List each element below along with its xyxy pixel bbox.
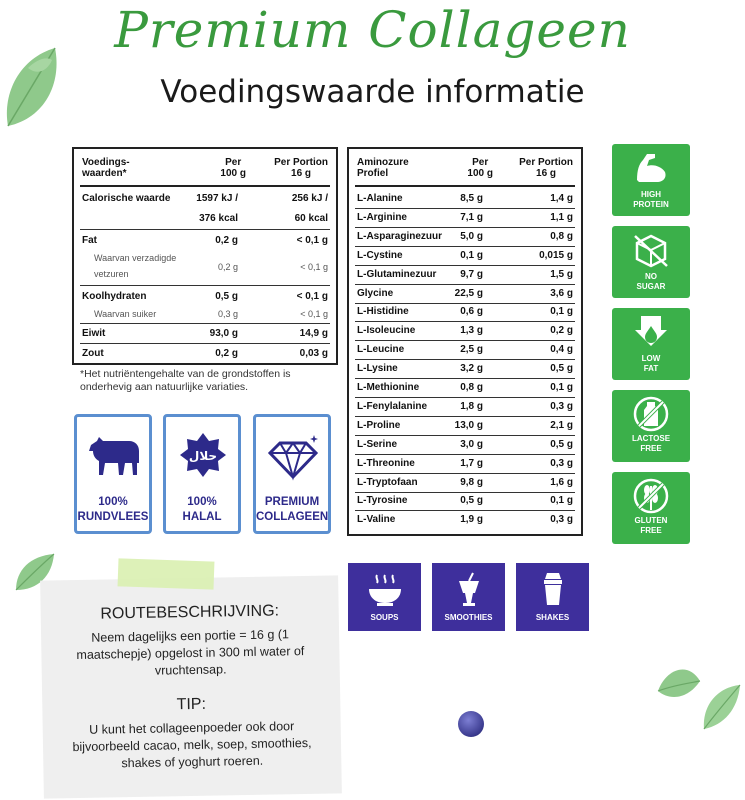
row-portion: 2,1 g (550, 419, 573, 431)
divider (355, 397, 575, 398)
divider (355, 435, 575, 436)
route-note (40, 575, 342, 798)
row-label: L-Lysine (357, 363, 398, 375)
divider (355, 416, 575, 417)
usage-label: SOUPS (370, 613, 399, 622)
row-label: L-Cystine (357, 249, 403, 261)
usage-smoothies (432, 563, 505, 631)
row-label: L-Alanine (357, 193, 403, 204)
row-label: L-Tryptofaan (357, 476, 418, 488)
row-portion: 0,1 g (550, 495, 573, 507)
row-label: L-Fenylalanine (357, 400, 428, 412)
row-label: Waarvan suiker (94, 309, 157, 319)
row-portion: 0,5 g (550, 363, 573, 375)
row-label: Waarvan verzadigde (94, 253, 177, 263)
row-label-2: vetzuren (94, 269, 129, 279)
divider (355, 284, 575, 285)
low-fat-drop-icon (631, 314, 671, 350)
blueberry-icon (458, 711, 484, 737)
no-sugar-cube-icon (631, 232, 671, 268)
row-portion: 60 kcal (294, 213, 328, 224)
row-portion: 0,2 g (550, 325, 573, 337)
soup-bowl-icon (365, 571, 405, 607)
divider (80, 229, 330, 230)
row-per100: 2,5 g (460, 344, 483, 356)
divider (80, 343, 330, 344)
row-per100: 0,5 g (460, 495, 483, 507)
brand-title: Premium Collageen (114, 1, 631, 59)
feature-low-fat (612, 308, 690, 380)
row-label: Glycine (357, 287, 394, 299)
row-label: L-Leucine (357, 344, 405, 356)
amino-header-portion: Per Portion 16 g (519, 157, 573, 179)
row-portion: 0,03 g (299, 348, 328, 359)
divider (355, 265, 575, 266)
divider (355, 227, 575, 228)
row-per100: 0,6 g (460, 306, 483, 318)
badge-label: PREMIUM COLLAGEEN (256, 496, 329, 523)
smoothie-glass-icon (449, 571, 489, 607)
page-subtitle: Voedingswaarde informatie (160, 74, 585, 110)
row-label: L-Serine (357, 438, 398, 450)
row-per100: 0,2 g (215, 235, 238, 246)
row-label: Calorische waarde (82, 193, 171, 204)
row-per100: 93,0 g (209, 328, 238, 339)
gluten-free-wheat-icon (631, 478, 671, 514)
divider (355, 303, 575, 304)
amino-table (347, 147, 583, 536)
amino-header-row (357, 157, 573, 181)
feature-gluten-free (612, 472, 690, 544)
row-per100: 0,5 g (215, 291, 238, 302)
cow-icon (85, 429, 143, 483)
nutrition-header-label: Voedings- waarden* (82, 157, 130, 179)
badge-label: 100% HALAL (182, 496, 222, 523)
divider (355, 454, 575, 455)
divider (80, 285, 330, 286)
row-label: L-Histidine (357, 306, 409, 318)
row-per100: 3,0 g (460, 438, 483, 450)
row-label: Eiwit (82, 328, 106, 339)
divider (355, 321, 575, 322)
divider (355, 208, 575, 209)
divider (80, 185, 330, 187)
badge-beef (74, 414, 152, 534)
feature-lactose-free (612, 390, 690, 462)
usage-label: SMOOTHIES (444, 613, 493, 622)
row-per100: 8,5 g (460, 193, 483, 204)
halal-icon (174, 429, 232, 483)
row-portion: < 0,1 g (300, 262, 328, 272)
row-portion: 256 kJ / (291, 193, 328, 204)
row-label: L-Methionine (357, 382, 420, 393)
divider (80, 323, 330, 324)
usage-label: SHAKES (535, 613, 570, 622)
row-label: L-Asparaginezuur (357, 230, 443, 242)
nutrition-header-per100: Per 100 g (220, 157, 246, 179)
row-per100: 5,0 g (460, 230, 483, 242)
feature-high-protein (612, 144, 690, 216)
nutrition-header-portion: Per Portion 16 g (274, 157, 328, 179)
row-portion: 0,5 g (550, 438, 573, 450)
row-per100: 13,0 g (454, 419, 483, 431)
row-per100: 0,1 g (460, 249, 483, 261)
row-portion: 1,4 g (550, 193, 573, 204)
route-text: Neem dagelijks een portie = 16 g (1 maatschepje) opgelost in 300 ml water of vruchtensap. (76, 627, 305, 678)
row-per100: 0,2 g (217, 262, 238, 272)
tape-strip (118, 558, 215, 589)
diamond-icon (264, 429, 322, 483)
divider (355, 510, 575, 511)
row-label: Fat (82, 235, 97, 246)
row-label: Koolhydraten (82, 291, 147, 302)
row-per100: 0,3 g (217, 309, 238, 319)
badge-premium (253, 414, 331, 534)
row-portion: 0,1 g (550, 306, 573, 318)
row-portion: 1,5 g (550, 268, 573, 280)
row-label: Zout (82, 348, 104, 359)
row-portion: < 0,1 g (296, 235, 328, 246)
feature-label: HIGH PROTEIN (633, 190, 669, 209)
row-per100: 0,2 g (215, 348, 238, 359)
row-portion: 0,3 g (550, 514, 573, 526)
row-per100: 7,1 g (460, 211, 483, 223)
row-portion: < 0,1 g (296, 291, 328, 302)
row-per100: 1,8 g (460, 400, 483, 412)
divider (355, 492, 575, 493)
nutrition-header-row (82, 157, 328, 181)
shaker-icon (533, 571, 573, 607)
row-label: L-Valine (357, 514, 396, 526)
row-portion: 0,8 g (550, 230, 573, 242)
row-label: L-Proline (357, 419, 401, 431)
row-portion: < 0,1 g (300, 309, 328, 319)
row-portion: 0,015 g (539, 249, 573, 261)
divider (355, 246, 575, 247)
row-per100: 1597 kJ / (196, 193, 238, 204)
feature-label: LACTOSE FREE (631, 434, 671, 453)
row-label: L-Tyrosine (357, 495, 408, 507)
divider (355, 340, 575, 341)
badge-label: 100% RUNDVLEES (77, 496, 149, 523)
route-heading: ROUTEBESCHRIJVING: (100, 602, 280, 623)
usage-soups (348, 563, 421, 631)
row-portion: 0,4 g (550, 344, 573, 356)
feature-label: NO SUGAR (636, 272, 666, 291)
feature-label: GLUTEN FREE (634, 516, 668, 535)
muscle-arm-icon (631, 150, 671, 186)
row-per100: 9,7 g (460, 268, 483, 280)
nutrition-footnote: *Het nutriëntengehalte van de grondstoffen is onderhevig aan natuurlijke variaties. (80, 368, 291, 393)
amino-header-label: Aminozure Profiel (357, 157, 409, 179)
row-portion: 3,6 g (550, 287, 573, 299)
nutrition-table (72, 147, 338, 365)
divider (355, 473, 575, 474)
feature-no-sugar (612, 226, 690, 298)
row-label: L-Threonine (357, 457, 415, 469)
tip-heading: TIP: (176, 695, 207, 714)
row-per100: 376 kcal (199, 213, 238, 224)
leaf-right-icon (652, 655, 742, 735)
row-per100: 1,9 g (460, 514, 483, 526)
svg-text:حلال: حلال (188, 449, 218, 463)
row-per100: 1,3 g (460, 325, 483, 337)
divider (355, 359, 575, 360)
row-per100: 22,5 g (454, 287, 483, 299)
row-per100: 1,7 g (460, 457, 483, 469)
row-portion: 0,3 g (550, 400, 573, 412)
lactose-free-bottle-icon (631, 396, 671, 432)
row-portion: 1,6 g (550, 476, 573, 488)
tip-text: U kunt het collageenpoeder ook door bijvoorbeeld cacao, melk, soep, smoothies, shakes of yoghurt roeren. (72, 719, 312, 771)
badge-halal (163, 414, 241, 534)
row-per100: 0,8 g (460, 382, 483, 393)
divider (355, 378, 575, 379)
row-portion: 1,1 g (550, 211, 573, 223)
row-label: L-Glutaminezuur (357, 268, 437, 280)
row-portion: 14,9 g (299, 328, 328, 339)
row-label: L-Arginine (357, 211, 407, 223)
row-portion: 0,3 g (550, 457, 573, 469)
row-portion: 0,1 g (550, 382, 573, 393)
row-per100: 3,2 g (460, 363, 483, 375)
divider (355, 185, 575, 187)
feature-label: LOW FAT (641, 354, 661, 373)
amino-header-per100: Per 100 g (467, 157, 493, 179)
usage-shakes (516, 563, 589, 631)
row-per100: 9,8 g (460, 476, 483, 488)
row-label: L-Isoleucine (357, 325, 416, 337)
